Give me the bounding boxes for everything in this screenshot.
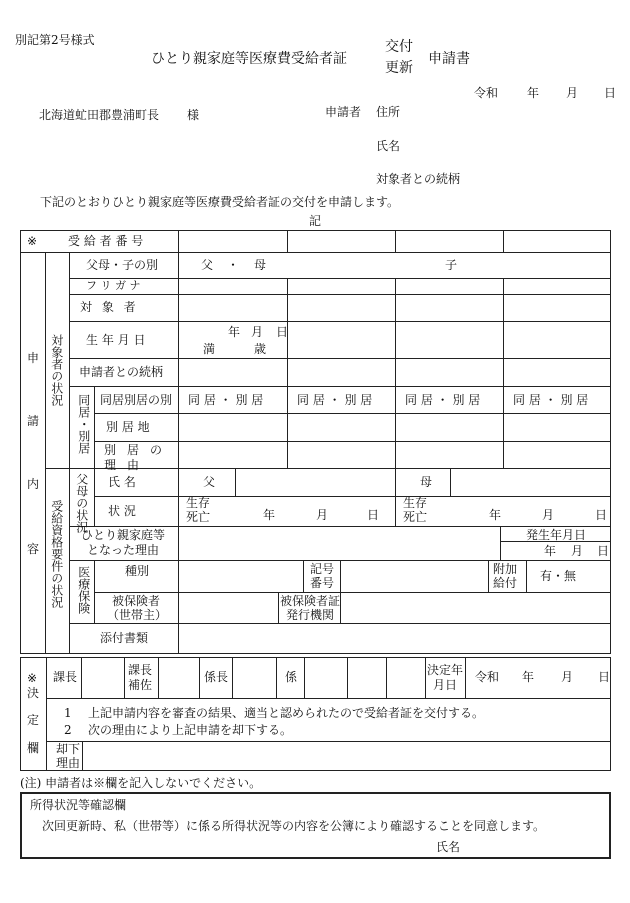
occurrence-date-label: 発生年月日 (526, 528, 587, 542)
target-person-label: 対 象 者 (80, 300, 139, 314)
mother-death-month: 月 (542, 508, 555, 522)
birthdate-label: 生 年 月 日 (86, 333, 146, 347)
issuer-label-1: 被保険者証 (280, 594, 341, 608)
extra-benefit-label-1: 附加 (493, 562, 518, 576)
name-label: 氏名 (376, 139, 401, 153)
address-label: 住所 (376, 105, 401, 119)
date-month: 月 (566, 86, 579, 100)
decision-item-1: 上記申請内容を審査の結果、適当と認められたので受給者証を交付する。 (88, 706, 485, 720)
decision-mark: ※ (27, 671, 38, 685)
section-apply-char-3: 内 (27, 477, 40, 491)
recipient-no-mark: ※ (27, 234, 38, 248)
bd-month: 月 (251, 325, 264, 339)
occ-year: 年 (544, 544, 557, 558)
bd-day: 日 (276, 325, 289, 339)
insured-label-1: 被保険者 (112, 594, 161, 608)
symbol-label-1: 記号 (310, 562, 335, 576)
decision-year: 年 (522, 670, 535, 684)
child-label: 子 (445, 258, 458, 272)
deputy-stamp-box[interactable] (159, 658, 198, 697)
decision-day: 日 (598, 670, 611, 684)
recipient-no-field-3[interactable] (396, 231, 502, 251)
cohab-option-4[interactable]: 同 居 ・ 別 居 (513, 393, 589, 407)
income-name-label: 氏名 (436, 840, 461, 854)
recipient-no-field-1[interactable] (179, 231, 286, 251)
decision-item-1-num: 1 (64, 706, 72, 720)
form-number: 別記第2号様式 (15, 33, 95, 47)
chief-stamp-box[interactable] (82, 658, 123, 697)
father-alive: 生存 (186, 496, 211, 510)
attachments-label: 添付書類 (100, 631, 149, 645)
father-label: 父 (201, 258, 214, 272)
deputy-label-1: 課長 (128, 663, 153, 677)
father-death-month: 月 (316, 508, 329, 522)
title-type-renew: 更新 (385, 60, 413, 76)
note-text: (注) 申請者は※欄を記入しないでください。 (20, 776, 262, 790)
bd-full: 満 (203, 342, 216, 356)
occ-day: 日 (597, 544, 610, 558)
parent-status-row-label: 状 況 (108, 504, 136, 518)
mother-dead: 死亡 (403, 510, 428, 524)
reason-label-2: となった理由 (87, 543, 160, 557)
parent-child-label: 父母・子の別 (86, 258, 159, 272)
extra-benefit-label-2: 給付 (493, 576, 518, 590)
recipient-no-label: 受 給 者 番 号 (68, 234, 144, 248)
decision-section-char-3: 欄 (27, 741, 40, 755)
cohab-option-1[interactable]: 同 居 ・ 別 居 (188, 393, 264, 407)
deputy-label-2: 補佐 (128, 678, 153, 692)
mother-death-year: 年 (489, 508, 502, 522)
title-type-issue: 交付 (385, 39, 413, 55)
furigana-label: フ リ ガ ナ (86, 279, 141, 292)
relation-applicant-label: 申請者との続柄 (79, 365, 164, 379)
kind-label: 種別 (125, 564, 150, 578)
bd-age: 歳 (254, 342, 267, 356)
decision-item-2-num: 2 (64, 723, 72, 737)
cohab-label: 同居別居の別 (100, 393, 173, 407)
dot-label: ・ (227, 258, 240, 272)
parent-status-label: 父母の状況 (74, 473, 89, 533)
reject-label-2: 理由 (56, 756, 81, 770)
income-title: 所得状況等確認欄 (30, 798, 127, 812)
recipient-no-field-4[interactable] (504, 231, 610, 251)
decision-era: 令和 (475, 670, 500, 684)
income-text: 次回更新時、私（世帯等）に係る所得状況等の内容を公簿により確認することを同意します。 (42, 819, 546, 833)
mother-label: 母 (254, 258, 267, 272)
form-title: ひとり親家庭等医療費受給者証 (151, 51, 347, 67)
parent-mother-label: 母 (420, 475, 433, 489)
decided-label-2: 月日 (433, 678, 458, 692)
reject-reason-field[interactable] (83, 742, 610, 770)
mother-alive: 生存 (403, 496, 428, 510)
date-day: 日 (604, 86, 617, 100)
decision-item-2: 次の理由により上記申請を却下する。 (88, 723, 293, 737)
issuer-label-2: 発行機関 (286, 608, 335, 622)
decision-month: 月 (561, 670, 574, 684)
symbol-label-2: 番号 (310, 576, 335, 590)
section-apply-char-2: 請 (27, 414, 40, 428)
separate-place-label: 別 居 地 (106, 420, 150, 434)
insured-label-2: （世帯主） (107, 608, 168, 622)
parent-father-label: 父 (203, 475, 216, 489)
decision-section-char-1: 決 (27, 686, 40, 700)
eligibility-label: 受給資格要件の状況 (49, 500, 64, 608)
decision-section-char-2: 定 (27, 713, 40, 727)
staff-stamp-box[interactable] (305, 658, 425, 697)
cohab-option-2[interactable]: 同 居 ・ 別 居 (297, 393, 373, 407)
chief-label: 課長 (53, 670, 78, 684)
intro-text: 下記のとおりひとり親家庭等医療費受給者証の交付を申請します。 (40, 195, 400, 209)
section-apply-char-1: 申 (27, 351, 40, 365)
separate-reason-label: 別 居 の 理 由 (104, 443, 166, 472)
cohab-group-label: 同居・別居 (76, 394, 91, 454)
father-death-year: 年 (263, 508, 276, 522)
occ-month: 月 (571, 544, 584, 558)
mother-death-day: 日 (595, 508, 608, 522)
staff-label: 係 (285, 670, 298, 684)
decided-label-1: 決定年 (427, 663, 464, 677)
section-head-label: 係長 (204, 670, 229, 684)
recipient-no-field-2[interactable] (288, 231, 394, 251)
section-head-stamp-box[interactable] (233, 658, 275, 697)
honorific: 様 (187, 108, 200, 122)
parent-name-label: 氏 名 (108, 475, 136, 489)
addressee: 北海道虻田郡豊浦町長 (39, 108, 160, 122)
title-suffix: 申請書 (428, 51, 470, 67)
date-era: 令和 (474, 86, 499, 100)
reject-label-1: 却下 (56, 742, 81, 756)
father-dead: 死亡 (186, 510, 211, 524)
target-status-label: 対象者の状況 (49, 334, 64, 406)
relation-label: 対象者との続柄 (376, 172, 461, 186)
date-year: 年 (527, 86, 540, 100)
applicant-label: 申請者 (325, 105, 362, 119)
medical-insurance-label: 医療保険 (76, 566, 91, 614)
yes-no-option[interactable]: 有・無 (540, 569, 577, 583)
reason-label-1: ひとり親家庭等 (81, 528, 166, 542)
cohab-option-3[interactable]: 同 居 ・ 別 居 (405, 393, 481, 407)
ki-label: 記 (309, 214, 322, 228)
bd-year: 年 (228, 325, 241, 339)
section-apply-char-4: 容 (27, 542, 40, 556)
father-death-day: 日 (367, 508, 380, 522)
